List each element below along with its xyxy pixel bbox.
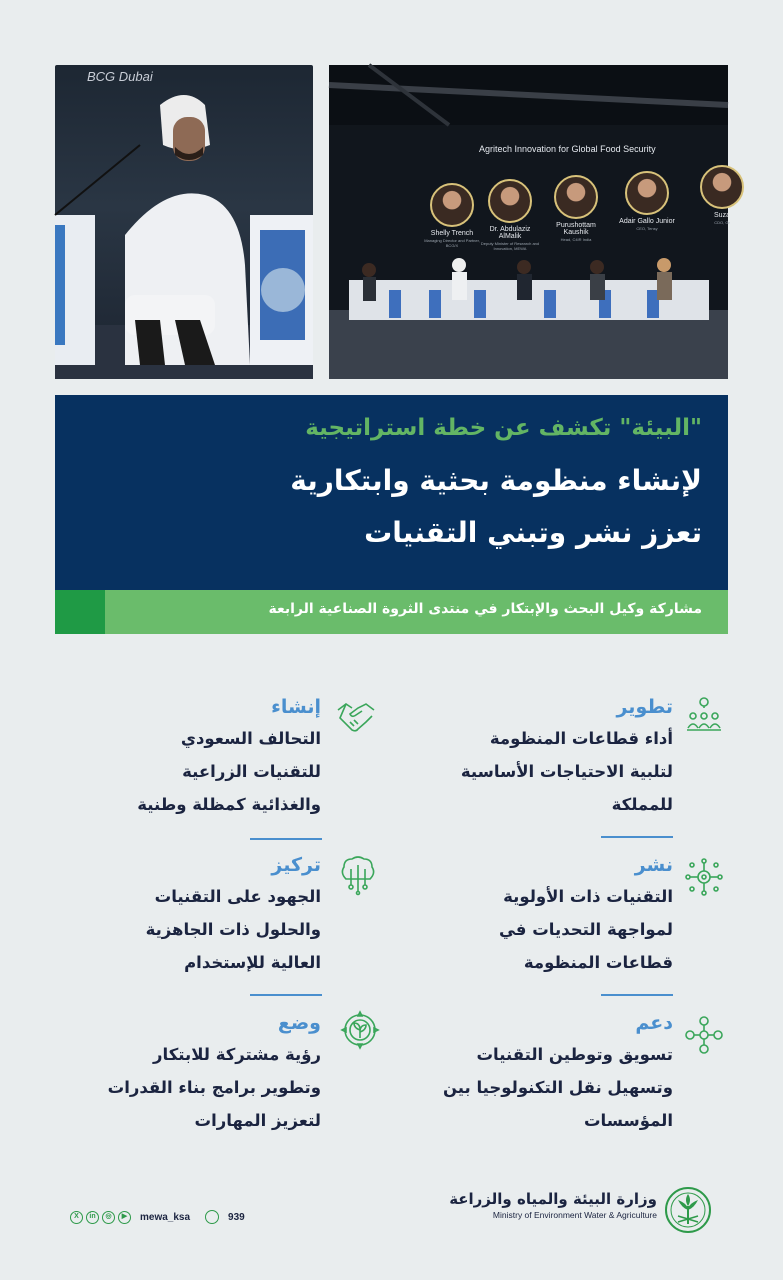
item-title: تطوير [616, 696, 673, 718]
item-title: دعم [635, 1012, 673, 1034]
social-bar [70, 1210, 245, 1224]
handshake-icon [336, 696, 376, 736]
speaker-name: Adair Gallo Junior [619, 218, 675, 225]
ministry-name-arabic: وزارة البيئة والمياه والزراعة [449, 1190, 657, 1208]
speaker-photo [700, 165, 744, 209]
ministry-name-english: Ministry of Environment Water & Agriculture [492, 1210, 657, 1220]
speaker-role: CEO, Tensy [636, 226, 658, 231]
social-handle[interactable]: mewa_ksa [140, 1211, 191, 1223]
instagram-icon[interactable]: ◎ [102, 1211, 115, 1224]
people-idea-icon [684, 694, 724, 734]
speaker-role: Deputy Minister of Research and Innovation, MEWA [480, 241, 540, 251]
speaker-name: Dr. Abdulaziz AlMalik [489, 226, 531, 240]
item-line: المؤسسات [583, 1111, 673, 1130]
item-line: رؤية مشتركة للابتكار [153, 1045, 321, 1064]
speaker-card [479, 179, 541, 251]
headline-line-3: تعزز نشر وتبني التقنيات [364, 516, 702, 549]
item-focus [146, 850, 321, 979]
item-develop [461, 692, 673, 821]
subtitle-bar [55, 590, 728, 634]
ministry-emblem-icon [664, 1186, 712, 1234]
speaker-card [616, 171, 678, 231]
item-title: إنشاء [271, 696, 321, 718]
speaker-photo [430, 183, 474, 227]
session-title: Agritech Innovation for Global Food Security [479, 144, 656, 154]
speaker-name: Purushottam Kaushik [556, 222, 596, 236]
item-line: والغذائية كمظلة وطنية [137, 795, 321, 814]
subtitle-text: مشاركة وكيل البحث والإبتكار في منتدى الثروة الصناعية الرابعة [268, 601, 702, 617]
speaker-card [691, 165, 753, 225]
speaker-role: CDO, Gr [714, 220, 730, 225]
youtube-icon[interactable]: ▶ [118, 1211, 131, 1224]
speaker-role: Head, C4IR India [560, 237, 592, 242]
item-line: وتسهيل نقل التكنولوجيا بين [442, 1078, 673, 1097]
photo-panel-session [329, 65, 728, 379]
photo-speaker-seated [55, 65, 313, 379]
item-line: العالية للإستخدام [184, 953, 321, 972]
speaker-photo [554, 175, 598, 219]
item-line: لمواجهة التحديات في [498, 920, 673, 939]
item-line: أداء قطاعات المنظومة [489, 729, 673, 748]
plant-gear-icon [340, 1010, 380, 1050]
divider [601, 836, 673, 838]
item-line: تسويق وتوطين التقنيات [476, 1045, 673, 1064]
speaker-name: Shelly Trench [430, 230, 474, 237]
item-create [137, 692, 321, 821]
speaker-photo [625, 171, 669, 215]
tree-circuit-icon [338, 855, 378, 895]
item-line: التقنيات ذات الأولوية [503, 887, 673, 906]
item-title: تركيز [271, 854, 321, 876]
item-line: للتقنيات الزراعية [182, 762, 321, 781]
subtitle-bar-accent [55, 590, 105, 634]
item-title: نشر [634, 854, 673, 876]
phone-number[interactable]: 939 [228, 1211, 245, 1223]
linkedin-icon[interactable]: in [86, 1211, 99, 1224]
x-icon[interactable]: X [70, 1211, 83, 1224]
network-gear-icon [684, 857, 724, 897]
item-line: لتعزيز المهارات [194, 1111, 321, 1130]
headline-line-1: "البيئة" تكشف عن خطة استراتيجية [305, 415, 702, 441]
speaker-card [545, 175, 607, 242]
speaker-photo [488, 179, 532, 223]
item-deploy [499, 850, 673, 979]
ministry-name-block [449, 1190, 657, 1220]
speaker-card [421, 183, 483, 248]
item-set [108, 1008, 321, 1137]
item-line: للمملكة [611, 795, 673, 814]
divider [601, 994, 673, 996]
people-network-icon [684, 1015, 724, 1055]
divider [250, 994, 322, 996]
speaker-name: Suza [714, 212, 730, 219]
item-support [443, 1008, 673, 1137]
phone-icon [205, 1210, 219, 1224]
headline-line-2: لإنشاء منظومة بحثية وابتكارية [290, 464, 702, 497]
divider [250, 838, 322, 840]
speaker-role: Managing Director and Partner, BCG/X [424, 238, 480, 248]
item-title: وضع [277, 1012, 321, 1034]
item-line: الجهود على التقنيات [154, 887, 321, 906]
item-line: وتطوير برامج بناء القدرات [107, 1078, 321, 1097]
photo-caption-bcg: BCG Dubai [87, 69, 153, 84]
item-line: التحالف السعودي [180, 729, 321, 748]
item-line: والحلول ذات الجاهزية [145, 920, 321, 939]
item-line: قطاعات المنظومة [523, 953, 673, 972]
headline-box [55, 395, 728, 590]
item-line: لتلبية الاحتياجات الأساسية [460, 762, 673, 781]
